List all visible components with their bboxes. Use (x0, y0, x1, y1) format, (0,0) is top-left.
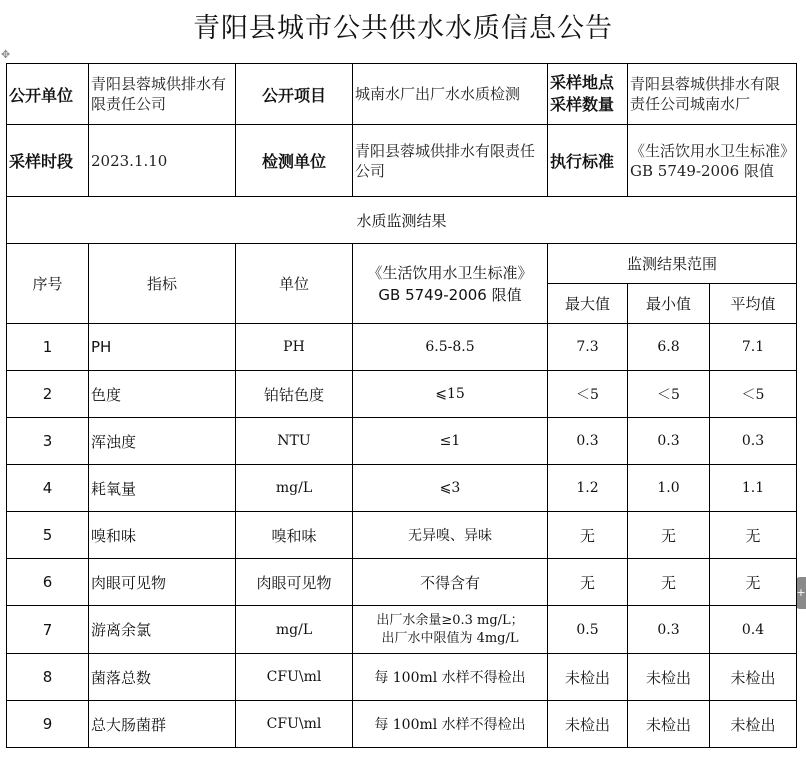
row-limit: 不得含有 (353, 559, 548, 606)
row-limit: ⩽15 (353, 371, 548, 418)
label-sampling-site (548, 64, 628, 125)
row-indicator: 肉眼可见物 (89, 559, 236, 606)
row-min: 无 (628, 559, 710, 606)
row-avg: 7.1 (710, 324, 797, 371)
move-handle-icon[interactable]: ✥ (1, 48, 11, 61)
row-limit-line1: 出厂水余量≥0.3 mg/L； (376, 612, 524, 628)
row-unit: mg/L (236, 606, 353, 654)
col-indicator: 指标 (89, 244, 236, 324)
table-row (7, 418, 797, 465)
value-publisher: 青阳县蓉城供排水有限责任公司 (89, 64, 236, 125)
section-title: 水质监测结果 (7, 197, 797, 244)
row-index: 6 (7, 559, 89, 606)
row-max: 0.3 (548, 418, 628, 465)
row-index: 5 (7, 512, 89, 559)
table-row (7, 654, 797, 701)
row-indicator: PH (89, 324, 236, 371)
label-sampling-period: 采样时段 (7, 125, 89, 197)
row-max: ＜5 (548, 371, 628, 418)
column-header-row (7, 244, 797, 284)
row-indicator: 嗅和味 (89, 512, 236, 559)
label-project: 公开项目 (236, 64, 353, 125)
label-sampling-count: 采样数量 (550, 95, 615, 114)
row-unit: CFU\ml (236, 701, 353, 748)
row-avg: 未检出 (710, 654, 797, 701)
page-title: 青阳县城市公共供水水质信息公告 (193, 13, 613, 44)
table-row (7, 606, 797, 654)
label-sampling-location: 采样地点 (550, 73, 615, 92)
row-min: 0.3 (628, 606, 710, 654)
col-max: 最大值 (548, 284, 628, 324)
row-avg: ＜5 (710, 371, 797, 418)
row-max: 无 (548, 559, 628, 606)
value-standard: 《生活饮用水卫生标准》GB 5749-2006 限值 (628, 125, 797, 197)
row-indicator: 浑浊度 (89, 418, 236, 465)
row-limit: 每 100ml 水样不得检出 (353, 701, 548, 748)
table-row (7, 465, 797, 512)
row-index: 1 (7, 324, 89, 371)
table-row (7, 371, 797, 418)
value-sampling-period: 2023.1.10 (89, 125, 236, 197)
table-row (7, 512, 797, 559)
row-index: 9 (7, 701, 89, 748)
value-project: 城南水厂出厂水水质检测 (353, 64, 548, 125)
row-index: 7 (7, 606, 89, 654)
row-avg: 1.1 (710, 465, 797, 512)
row-indicator: 总大肠菌群 (89, 701, 236, 748)
row-unit: 铂钴色度 (236, 371, 353, 418)
info-row-period (7, 125, 797, 197)
row-index: 8 (7, 654, 89, 701)
col-unit: 单位 (236, 244, 353, 324)
row-limit: 每 100ml 水样不得检出 (353, 654, 548, 701)
row-min: 0.3 (628, 418, 710, 465)
row-avg: 无 (710, 559, 797, 606)
row-avg: 0.4 (710, 606, 797, 654)
row-limit (353, 606, 548, 654)
row-indicator: 菌落总数 (89, 654, 236, 701)
row-unit: 肉眼可见物 (236, 559, 353, 606)
row-limit: ≤1 (353, 418, 548, 465)
row-avg: 0.3 (710, 418, 797, 465)
label-testing-unit: 检测单位 (236, 125, 353, 197)
table-row (7, 559, 797, 606)
row-unit: PH (236, 324, 353, 371)
label-standard: 执行标准 (548, 125, 628, 197)
row-index: 3 (7, 418, 89, 465)
row-avg: 无 (710, 512, 797, 559)
info-row-publisher (7, 64, 797, 125)
row-min: 6.8 (628, 324, 710, 371)
col-avg: 平均值 (710, 284, 797, 324)
row-limit: 6.5-8.5 (353, 324, 548, 371)
col-limit-line2: GB 5749-2006 限值 (378, 285, 522, 304)
row-min: 未检出 (628, 701, 710, 748)
row-max: 未检出 (548, 654, 628, 701)
row-unit: CFU\ml (236, 654, 353, 701)
row-indicator: 色度 (89, 371, 236, 418)
row-limit: 无异嗅、异味 (353, 512, 548, 559)
value-testing-unit: 青阳县蓉城供排水有限责任公司 (353, 125, 548, 197)
row-max: 0.5 (548, 606, 628, 654)
row-unit: mg/L (236, 465, 353, 512)
row-min: ＜5 (628, 371, 710, 418)
row-max: 7.3 (548, 324, 628, 371)
water-quality-table (6, 63, 797, 748)
row-avg: 未检出 (710, 701, 797, 748)
col-min: 最小值 (628, 284, 710, 324)
row-unit: 嗅和味 (236, 512, 353, 559)
row-min: 未检出 (628, 654, 710, 701)
col-limit (353, 244, 548, 324)
row-index: 2 (7, 371, 89, 418)
row-indicator: 游离余氯 (89, 606, 236, 654)
section-row (7, 197, 797, 244)
label-publisher: 公开单位 (7, 64, 89, 125)
row-min: 1.0 (628, 465, 710, 512)
row-max: 无 (548, 512, 628, 559)
row-indicator: 耗氧量 (89, 465, 236, 512)
col-range: 监测结果范围 (548, 244, 797, 284)
row-min: 无 (628, 512, 710, 559)
row-limit: ⩽3 (353, 465, 548, 512)
row-limit-line2: 出厂水中限值为 4mg/L (381, 630, 519, 646)
row-max: 1.2 (548, 465, 628, 512)
col-index: 序号 (7, 244, 89, 324)
table-row (7, 324, 797, 371)
row-max: 未检出 (548, 701, 628, 748)
plus-icon[interactable]: + (796, 577, 806, 609)
row-unit: NTU (236, 418, 353, 465)
row-index: 4 (7, 465, 89, 512)
value-sampling-site: 青阳县蓉城供排水有限责任公司城南水厂 (628, 64, 797, 125)
table-row (7, 701, 797, 748)
col-limit-line1: 《生活饮用水卫生标准》 (367, 263, 533, 282)
